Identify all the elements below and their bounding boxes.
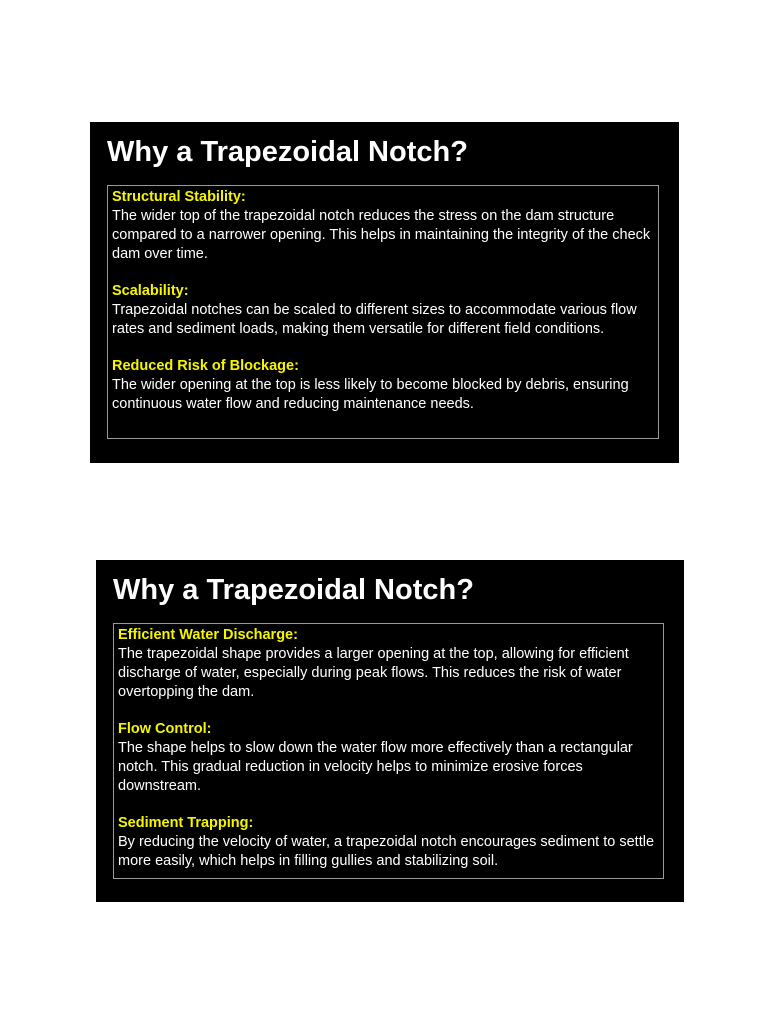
- section-body: The trapezoidal shape provides a larger opening at the top, allowing for efficient discharge of water, especially during peak flows. This reduces the risk of water overtopping the dam.: [118, 646, 629, 700]
- section-heading: Reduced Risk of Blockage:: [112, 358, 299, 374]
- section-heading: Efficient Water Discharge:: [118, 627, 298, 643]
- section-body: By reducing the velocity of water, a trapezoidal notch encourages sediment to settle more easily, which helps in filling gullies and stabilizing soil.: [118, 834, 655, 869]
- slide-title: Why a Trapezoidal Notch?: [107, 136, 468, 168]
- section-body: The wider top of the trapezoidal notch reduces the stress on the dam structure compared to a narrower opening. This helps in maintaining the integrity of the check dam over time.: [112, 208, 651, 262]
- section-heading: Flow Control:: [118, 721, 212, 737]
- content-box: [113, 623, 664, 879]
- content-box: [107, 185, 659, 439]
- section-scalability: [112, 282, 654, 339]
- section-body: The shape helps to slow down the water flow more effectively than a rectangular notch. This gradual reduction in velocity helps to minimize erosive forces downstream.: [118, 740, 633, 794]
- section-heading: Structural Stability:: [112, 189, 246, 205]
- slide-title: Why a Trapezoidal Notch?: [113, 574, 474, 606]
- section-reduced-risk-of-blockage: [112, 357, 654, 414]
- slide-2: [96, 560, 684, 902]
- section-body: The wider opening at the top is less likely to become blocked by debris, ensuring continuous water flow and reducing maintenance needs.: [112, 377, 629, 412]
- section-sediment-trapping: [118, 814, 659, 871]
- section-heading: Scalability:: [112, 283, 189, 299]
- section-structural-stability: [112, 188, 654, 264]
- section-heading: Sediment Trapping:: [118, 815, 254, 831]
- section-flow-control: [118, 720, 659, 796]
- slide-1: [90, 122, 679, 463]
- section-efficient-water-discharge: [118, 626, 659, 702]
- section-body: Trapezoidal notches can be scaled to different sizes to accommodate various flow rates and sediment loads, making them versatile for different field conditions.: [112, 302, 637, 337]
